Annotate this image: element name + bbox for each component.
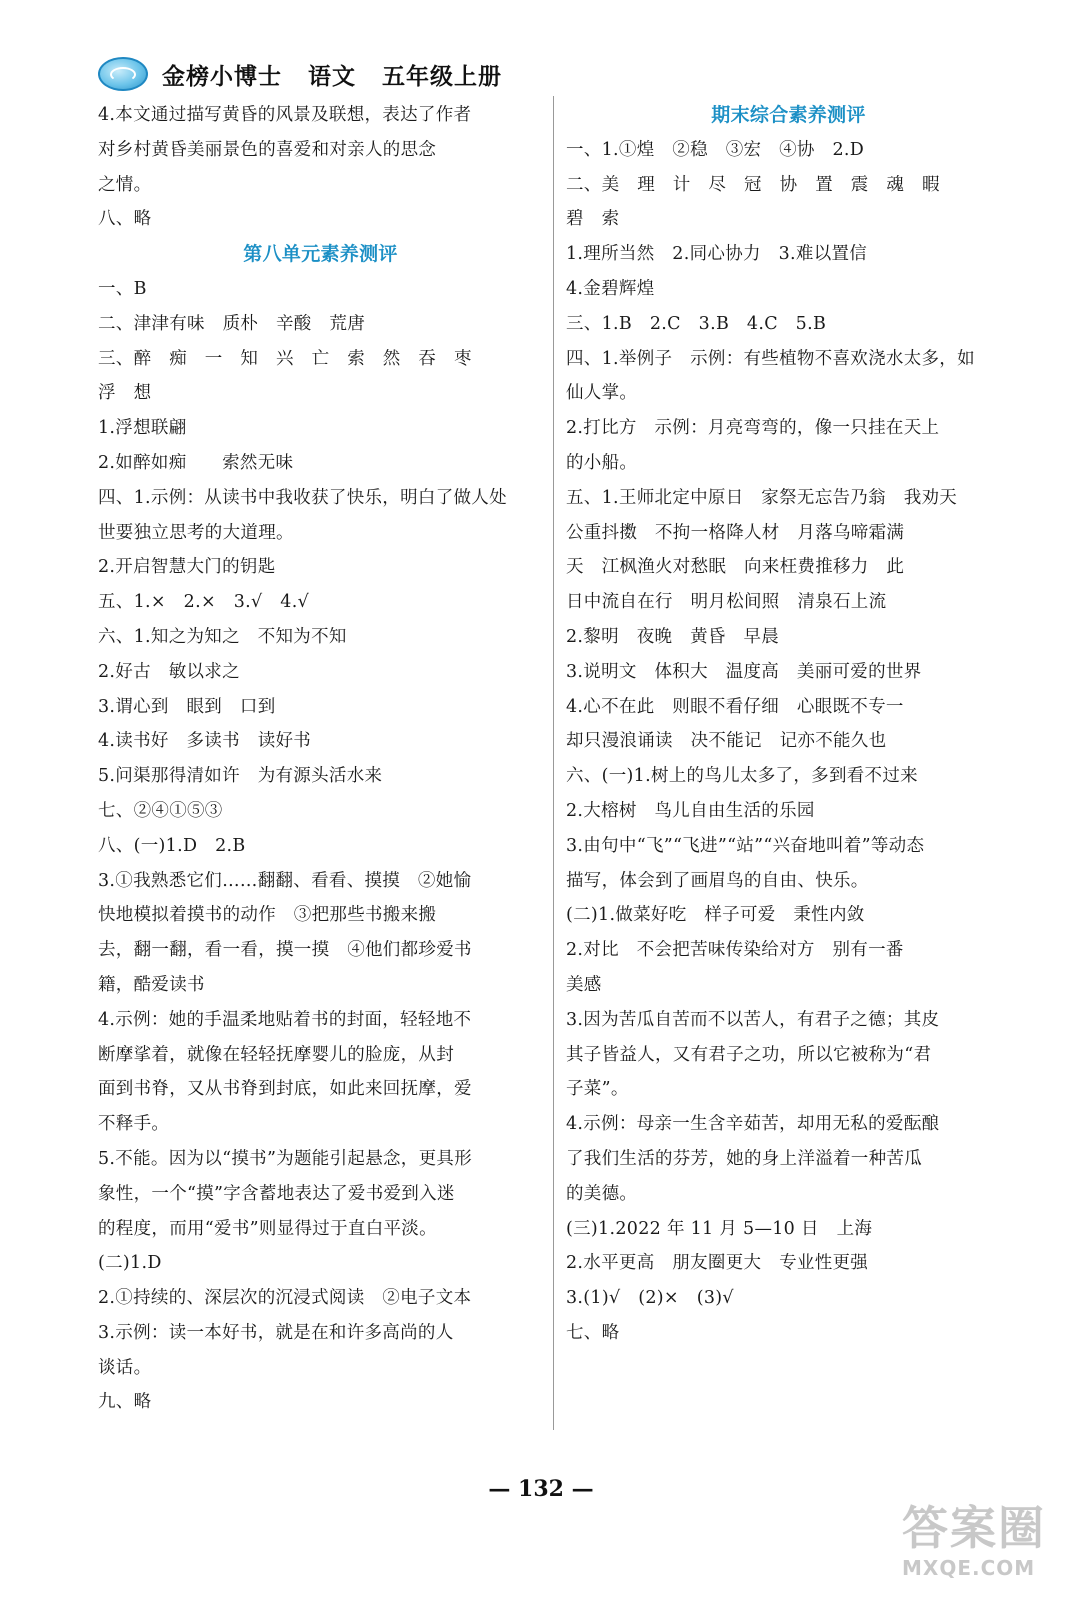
- answer-line: (三)1.2022 年 11 月 5—10 日 上海: [566, 1218, 873, 1239]
- answer-line: 1.浮想联翩: [98, 418, 187, 439]
- answer-line: 5.问渠那得清如许 为有源头活水来: [98, 766, 383, 787]
- answer-line: 的小船。: [566, 452, 638, 473]
- answer-line: 五、1.× 2.× 3.√ 4.√: [98, 592, 310, 613]
- watermark-url: MXQE.COM: [902, 1556, 1036, 1580]
- answer-line: 描写，体会到了画眉鸟的自由、快乐。: [566, 870, 869, 891]
- watermark: [902, 1500, 1052, 1590]
- answer-line: 仙人掌。: [566, 383, 638, 404]
- answer-line: 2.大榕树 鸟儿自由生活的乐园: [566, 800, 815, 821]
- answer-line: 3.因为苦瓜自苦而不以苦人，有君子之德；其皮: [566, 1009, 940, 1030]
- answer-line: 2.黎明 夜晚 黄昏 早晨: [566, 626, 780, 647]
- answer-line: 4.示例：她的手温柔地贴着书的封面，轻轻地不: [98, 1009, 472, 1030]
- answer-line: 面到书脊，又从书脊到封底，如此来回抚摩，爱: [98, 1079, 472, 1100]
- left-column: [98, 98, 543, 1420]
- right-column: [566, 98, 1011, 1351]
- section-heading: 期末综合素养测评: [711, 104, 866, 126]
- answer-line: 1.理所当然 2.同心协力 3.难以置信: [566, 244, 868, 265]
- answer-line: 4.本文通过描写黄昏的风景及联想，表达了作者: [98, 105, 472, 125]
- answer-line: 去，翻一翻，看一看，摸一摸 ④他们都珍爱书: [98, 940, 472, 961]
- answer-line: 四、1.举例子 示例：有些植物不喜欢浇水太多，如: [566, 348, 975, 369]
- answer-line: 一、1.①煌 ②稳 ③宏 ④协 2.D: [566, 139, 865, 160]
- answer-line: 谈话。: [98, 1357, 152, 1378]
- answer-line: 5.不能。因为以“摸书”为题能引起悬念，更具形: [98, 1148, 472, 1169]
- answer-line: (二)1.做菜好吃 样子可爱 秉性内敛: [566, 905, 865, 926]
- answer-line: 七、②④①⑤③: [98, 800, 223, 821]
- answer-line: 3.说明文 体积大 温度高 美丽可爱的世界: [566, 661, 922, 682]
- answer-line: 二、津津有味 质朴 辛酸 荒唐: [98, 313, 365, 334]
- answer-line: 2.好古 敏以求之: [98, 661, 240, 682]
- answer-line: 六、(一)1.树上的鸟儿太多了，多到看不过来: [566, 766, 918, 787]
- answer-line: 3.由句中“飞”“飞进”“站”“兴奋地叫着”等动态: [566, 835, 925, 856]
- answer-line: 2.打比方 示例：月亮弯弯的，像一只挂在天上: [566, 418, 940, 439]
- grade-name: 五年级上册: [382, 63, 502, 90]
- answer-line: 2.开启智慧大门的钥匙: [98, 557, 276, 578]
- logo-icon: [98, 57, 148, 91]
- answer-line: 六、1.知之为知之 不知为不知: [98, 626, 347, 647]
- answer-line: 三、1.B 2.C 3.B 4.C 5.B: [566, 313, 827, 334]
- page-number: — 132 —: [488, 1476, 594, 1502]
- answer-line: 三、醉 痴 一 知 兴 亡 索 然 吞 枣: [98, 348, 472, 369]
- answer-line: 4.金碧辉煌: [566, 278, 655, 299]
- series-name: 金榜小博士: [162, 63, 282, 90]
- answer-line: 不释手。: [98, 1114, 170, 1135]
- answer-line: 八、(一)1.D 2.B: [98, 835, 246, 856]
- answer-line: 美感: [566, 974, 602, 995]
- answer-line: 九、略: [98, 1392, 152, 1413]
- answer-line: 象性，一个“摸”字含蓄地表达了爱书爱到入迷: [98, 1183, 455, 1204]
- answer-line: 3.示例：读一本好书，就是在和许多高尚的人: [98, 1322, 454, 1343]
- answer-line: 4.心不在此 则眼不看仔细 心眼既不专一: [566, 696, 904, 717]
- answer-line: 的美德。: [566, 1183, 638, 1204]
- section-heading: 第八单元素养测评: [243, 243, 398, 266]
- answer-line: 快地模拟着摸书的动作 ③把那些书搬来搬: [98, 905, 437, 926]
- answer-line: 的程度，而用“爱书”则显得过于直白平淡。: [98, 1218, 437, 1239]
- answer-line: 日中流自在行 明月松间照 清泉石上流: [566, 592, 887, 613]
- answer-line: 天 江枫渔火对愁眠 向来枉费推移力 此: [566, 557, 905, 578]
- answer-line: 2.①持续的、深层次的沉浸式阅读 ②电子文本: [98, 1288, 472, 1309]
- answer-line: 了我们生活的芬芳，她的身上洋溢着一种苦瓜: [566, 1148, 922, 1169]
- answer-line: (二)1.D: [98, 1253, 162, 1274]
- subject-name: 语文: [308, 63, 356, 90]
- answer-line: 八、略: [98, 209, 152, 230]
- answer-line: 4.示例：母亲一生含辛茹苦，却用无私的爱酝酿: [566, 1114, 940, 1135]
- answer-line: 4.读书好 多读书 读好书: [98, 731, 312, 752]
- answer-line: 世要独立思考的大道理。: [98, 522, 294, 543]
- watermark-text: 答案圈: [902, 1501, 1046, 1555]
- answer-line: 对乡村黄昏美丽景色的喜爱和对亲人的思念: [98, 139, 437, 160]
- answer-line: 公重抖擞 不拘一格降人材 月落乌啼霜满: [566, 522, 905, 543]
- answer-line: 2.对比 不会把苦味传染给对方 别有一番: [566, 940, 904, 961]
- answer-line: 五、1.王师北定中原日 家祭无忘告乃翁 我劝天: [566, 487, 958, 508]
- answer-line: 断摩挲着，就像在轻轻抚摩婴儿的脸庞，从封: [98, 1044, 454, 1065]
- page-header: [98, 52, 528, 96]
- answer-line: 却只漫浪诵读 决不能记 记亦不能久也: [566, 731, 887, 752]
- answer-line: 浮 想: [98, 383, 152, 404]
- column-divider: [553, 96, 554, 1430]
- answer-line: 3.谓心到 眼到 口到: [98, 696, 276, 717]
- answer-line: 3.(1)√ (2)× (3)√: [566, 1288, 734, 1309]
- header-title: [162, 58, 528, 91]
- answer-line: 一、B: [98, 278, 147, 299]
- answer-line: 2.水平更高 朋友圈更大 专业性更强: [566, 1253, 869, 1274]
- answer-line: 其子皆益人，又有君子之功，所以它被称为“君: [566, 1044, 932, 1065]
- answer-line: 碧 索: [566, 209, 620, 230]
- answer-line: 子菜”。: [566, 1079, 629, 1100]
- answer-line: 七、略: [566, 1322, 620, 1343]
- answer-line: 之情。: [98, 174, 152, 195]
- answer-line: 2.如醉如痴 索然无味: [98, 452, 294, 473]
- answer-line: 3.①我熟悉它们……翻翻、看看、摸摸 ②她愉: [98, 870, 472, 891]
- answer-line: 四、1.示例：从读书中我收获了快乐，明白了做人处: [98, 487, 507, 508]
- answer-line: 二、美 理 计 尽 冠 协 置 震 魂 暇: [566, 174, 940, 195]
- answer-line: 籍，酷爱读书: [98, 974, 205, 995]
